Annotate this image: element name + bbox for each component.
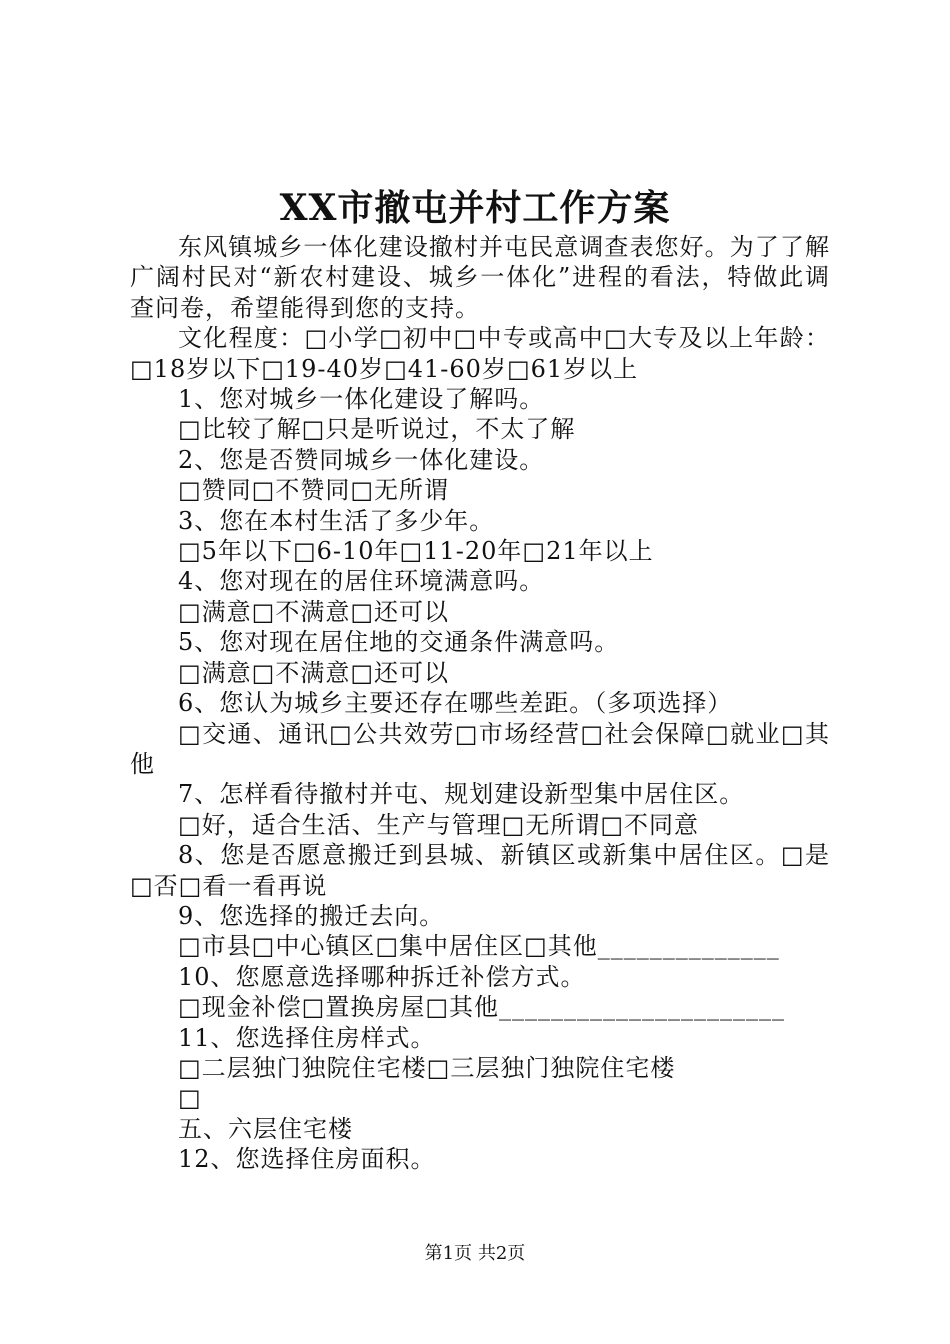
question-4: 4、您对现在的居住环境满意吗。 [178, 567, 545, 596]
question-5: 5、您对现在居住地的交通条件满意吗。 [178, 628, 620, 657]
answer-option-11-extra: 五、六层住宅楼 [178, 1114, 353, 1143]
answer-options-5: □满意□不满意□还可以 [178, 658, 450, 687]
question-11: 11、您选择住房样式。 [178, 1023, 436, 1052]
question-7: 7、怎样看待撤村并屯、规划建设新型集中居住区。 [178, 780, 745, 809]
answer-options-6: □交通、通讯□公共效劳□市场经营□社会保障□就业□其他 [130, 719, 830, 778]
question-12: 12、您选择住房面积。 [178, 1145, 436, 1174]
document-title: XX市撤屯并村工作方案 [279, 187, 671, 229]
answer-options-9: □市县□中心镇区□集中居住区□其他______________ [178, 932, 780, 961]
answer-options-4: □满意□不满意□还可以 [178, 597, 450, 626]
answer-options-11: □二层独门独院住宅楼□三层独门独院住宅楼 [178, 1053, 676, 1082]
question-6: 6、您认为城乡主要还存在哪些差距。（多项选择） [178, 689, 733, 718]
question-3: 3、您在本村生活了多少年。 [178, 506, 495, 535]
document-body [130, 232, 830, 1175]
answer-options-10: □现金补偿□置换房屋□其他______________________ [178, 993, 786, 1022]
question-10: 10、您愿意选择哪种拆迁补偿方式。 [178, 962, 586, 991]
answer-options-7: □好，适合生活、生产与管理□无所谓□不同意 [178, 810, 700, 839]
answer-options-2: □赞同□不赞同□无所谓 [178, 476, 450, 505]
question-2: 2、您是否赞同城乡一体化建设。 [178, 445, 545, 474]
question-9: 9、您选择的搬迁去向。 [178, 901, 445, 930]
intro-paragraph: 东风镇城乡一体化建设撤村并屯民意调查表您好。为了了解广阔村民对“新农村建设、城乡一体化”进程的看法，特做此调查问卷，希望能得到您的支持。 [130, 233, 830, 322]
answer-options-3: □5年以下□6-10年□11-20年□21年以上 [178, 537, 654, 566]
answer-checkbox-11: □ [178, 1084, 202, 1113]
answer-options-1: □比较了解□只是听说过，不太了解 [178, 415, 576, 444]
education-age-options: 文化程度：□小学□初中□中专或高中□大专及以上年龄：□18岁以下□19-40岁□41-60岁□61岁以上 [130, 324, 830, 383]
page-footer: 第1页 共2页 [424, 1243, 526, 1264]
question-1: 1、您对城乡一体化建设了解吗。 [178, 385, 545, 414]
question-8: 8、您是否愿意搬迁到县城、新镇区或新集中居住区。□是□否□看一看再说 [130, 841, 830, 900]
